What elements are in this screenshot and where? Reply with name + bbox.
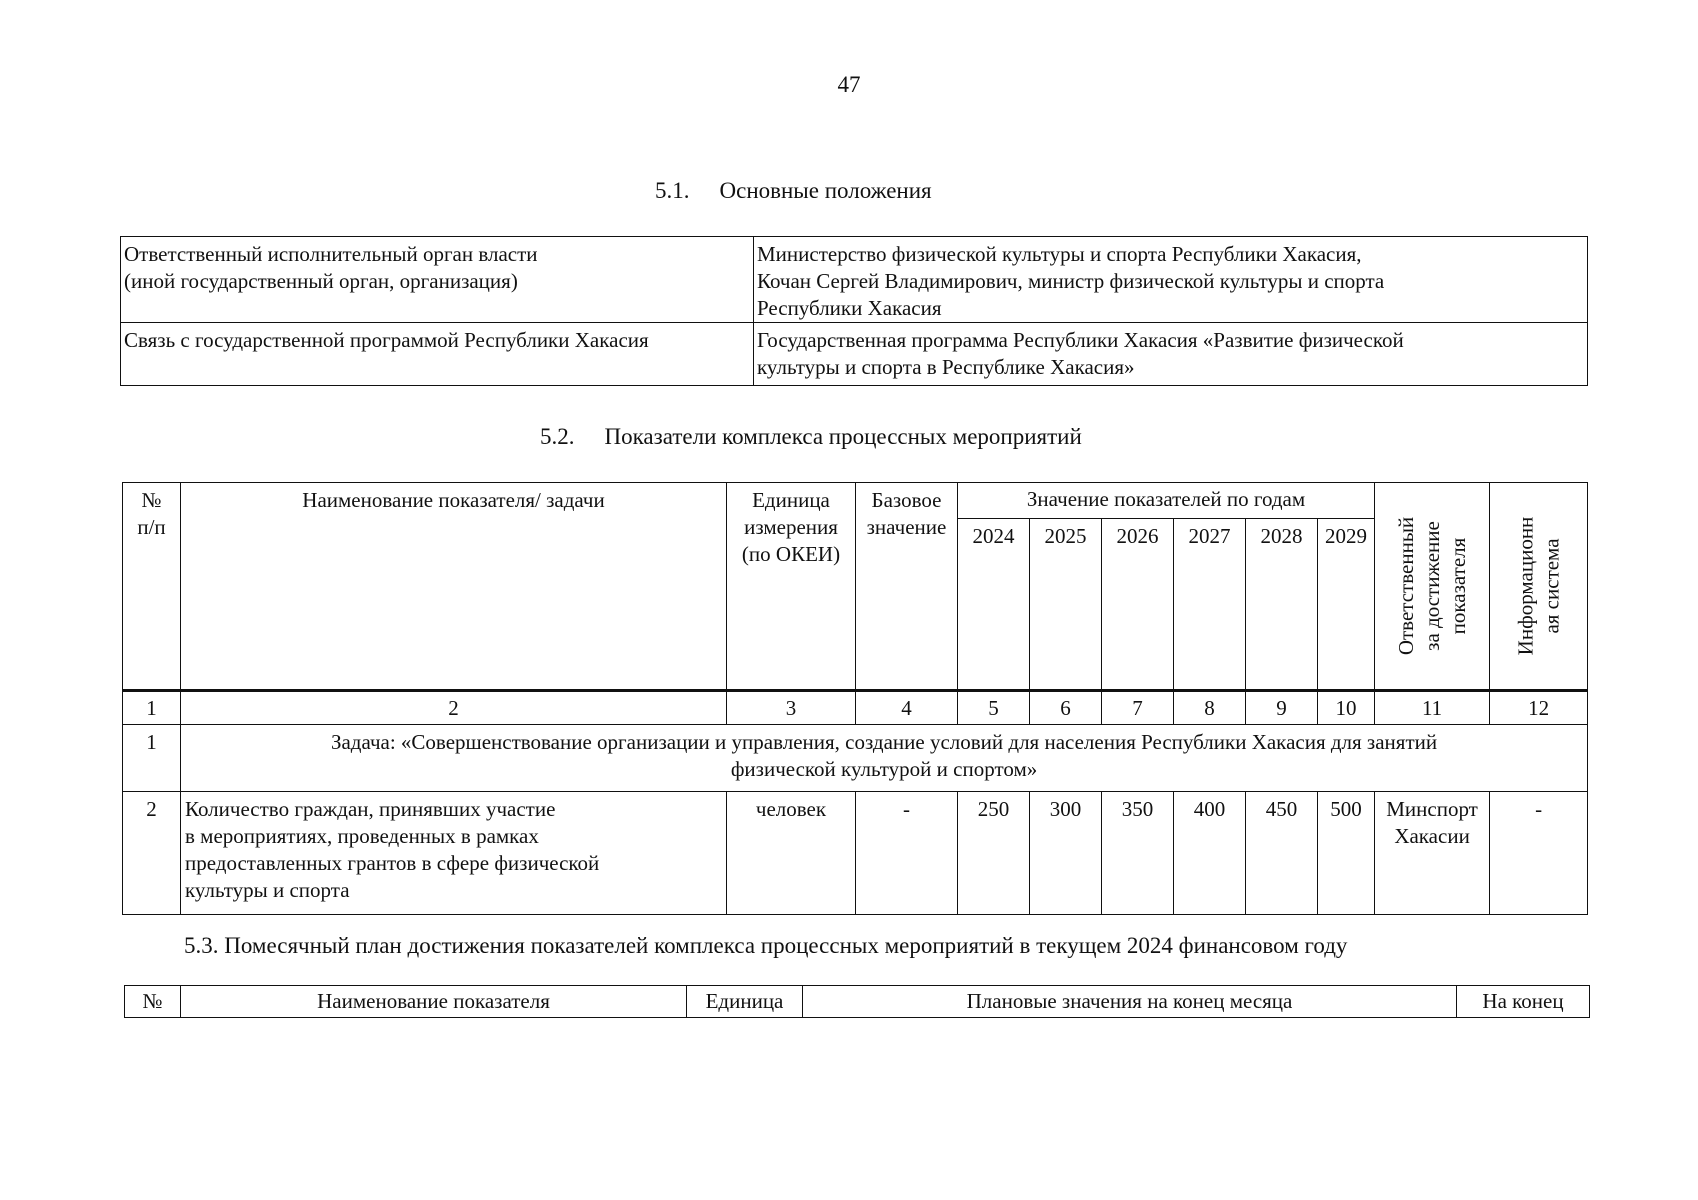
task-row [123, 725, 1588, 792]
text-line: значение [866, 515, 947, 539]
indicator-name [181, 792, 727, 915]
col-number: 8 [1174, 691, 1246, 725]
section-5-2-heading [540, 424, 1082, 450]
task-text [181, 725, 1588, 792]
text-line: Кочан Сергей Владимирович, министр физической культуры и спорта [757, 269, 1385, 293]
header-year-2027: 2027 [1174, 519, 1246, 691]
text-line: (по ОКЕИ) [741, 542, 841, 566]
header-year-2028: 2028 [1246, 519, 1318, 691]
col-number: 1 [123, 691, 181, 725]
header-number [123, 483, 181, 691]
text-line: п/п [137, 515, 166, 539]
text-line: в мероприятиях, проведенных в рамках [185, 824, 539, 848]
text-line: показателя [1446, 537, 1471, 635]
text-line: Связь с государственной программой Республики Хакасия [124, 328, 649, 352]
table-row [121, 237, 1588, 323]
responsible-body-label [121, 237, 754, 323]
col-number: 3 [727, 691, 856, 725]
col-number: 2 [181, 691, 727, 725]
monthly-plan-table [124, 985, 1590, 1018]
indicator-responsible [1375, 792, 1490, 915]
text-line: за достижение [1420, 521, 1445, 651]
col-number: 6 [1030, 691, 1102, 725]
section-5-3-heading: 5.3. Помесячный план достижения показателей комплекса процессных мероприятий в текущем 2024 финансовом году [184, 933, 1348, 958]
text-line: (иной государственный орган, организация) [124, 269, 518, 293]
indicator-info-system: - [1490, 792, 1588, 915]
indicator-base: - [856, 792, 958, 915]
text-line: Республики Хакасия [757, 296, 942, 320]
header-year-2026: 2026 [1102, 519, 1174, 691]
header-unit [727, 483, 856, 691]
basic-provisions-table [120, 236, 1588, 386]
text-line: предоставленных грантов в сфере физической [185, 851, 600, 875]
header-years-group: Значение показателей по годам [958, 483, 1375, 519]
indicator-row [123, 792, 1588, 915]
indicator-value-2024: 250 [958, 792, 1030, 915]
indicator-unit: человек [727, 792, 856, 915]
monthly-header-planned: Плановые значения на конец месяца [803, 986, 1457, 1018]
col-number: 10 [1318, 691, 1375, 725]
text-line: Единица [752, 488, 830, 512]
indicator-value-2027: 400 [1174, 792, 1246, 915]
text-line: Ответственный [1394, 516, 1419, 656]
indicator-number: 2 [123, 792, 181, 915]
monthly-header-number: № [125, 986, 181, 1018]
indicator-value-2028: 450 [1246, 792, 1318, 915]
monthly-header-end: На конец [1457, 986, 1590, 1018]
indicator-value-2025: 300 [1030, 792, 1102, 915]
program-link-value [754, 323, 1588, 386]
section-5-1-title: Основные положения [719, 178, 932, 203]
header-year-2024: 2024 [958, 519, 1030, 691]
text-line: Министерство физической культуры и спорта Республики Хакасия, [757, 242, 1362, 266]
text-line: Информационн [1513, 516, 1538, 656]
col-number: 11 [1375, 691, 1490, 725]
monthly-header-unit: Единица [687, 986, 803, 1018]
text-line: Государственная программа Республики Хакасия «Развитие физической [757, 328, 1404, 352]
section-5-2-number: 5.2. [540, 424, 575, 449]
column-number-row [123, 691, 1588, 725]
monthly-header-name: Наименование показателя [181, 986, 687, 1018]
col-number: 9 [1246, 691, 1318, 725]
program-link-label [121, 323, 754, 386]
table-row [125, 986, 1590, 1018]
text-line: Задача: «Совершенствование организации и управления, создание условий для населения Республики Хакасия для занятий [330, 730, 1438, 754]
table-row [121, 323, 1588, 386]
header-base-value [856, 483, 958, 691]
col-number: 7 [1102, 691, 1174, 725]
text-line: Количество граждан, принявших участие [185, 797, 556, 821]
text-line: физической культурой и спортом» [730, 757, 1038, 781]
text-line: № [141, 488, 162, 512]
page-number: 47 [837, 72, 861, 97]
section-5-1-number: 5.1. [655, 178, 690, 203]
section-5-1-heading [655, 178, 932, 204]
text-line: измерения [744, 515, 838, 539]
indicators-table [122, 482, 1588, 915]
task-number: 1 [123, 725, 181, 792]
text-line: Хакасии [1394, 824, 1470, 848]
responsible-body-value [754, 237, 1588, 323]
col-number: 5 [958, 691, 1030, 725]
indicator-value-2029: 500 [1318, 792, 1375, 915]
text-line: Базовое [871, 488, 942, 512]
col-number: 4 [856, 691, 958, 725]
section-5-2-title: Показатели комплекса процессных мероприятий [604, 424, 1082, 449]
col-number: 12 [1490, 691, 1588, 725]
table-row [123, 483, 1588, 519]
header-indicator-name: Наименование показателя/ задачи [181, 483, 727, 691]
text-line: Ответственный исполнительный орган власти [124, 242, 538, 266]
header-year-2029: 2029 [1318, 519, 1375, 691]
text-line: Минспорт [1386, 797, 1478, 821]
text-line: культуры и спорта [185, 878, 350, 902]
text-line: ая система [1539, 538, 1564, 634]
indicator-value-2026: 350 [1102, 792, 1174, 915]
header-year-2025: 2025 [1030, 519, 1102, 691]
text-line: культуры и спорта в Республике Хакасия» [757, 355, 1135, 379]
header-info-system [1490, 483, 1588, 691]
header-responsible [1375, 483, 1490, 691]
